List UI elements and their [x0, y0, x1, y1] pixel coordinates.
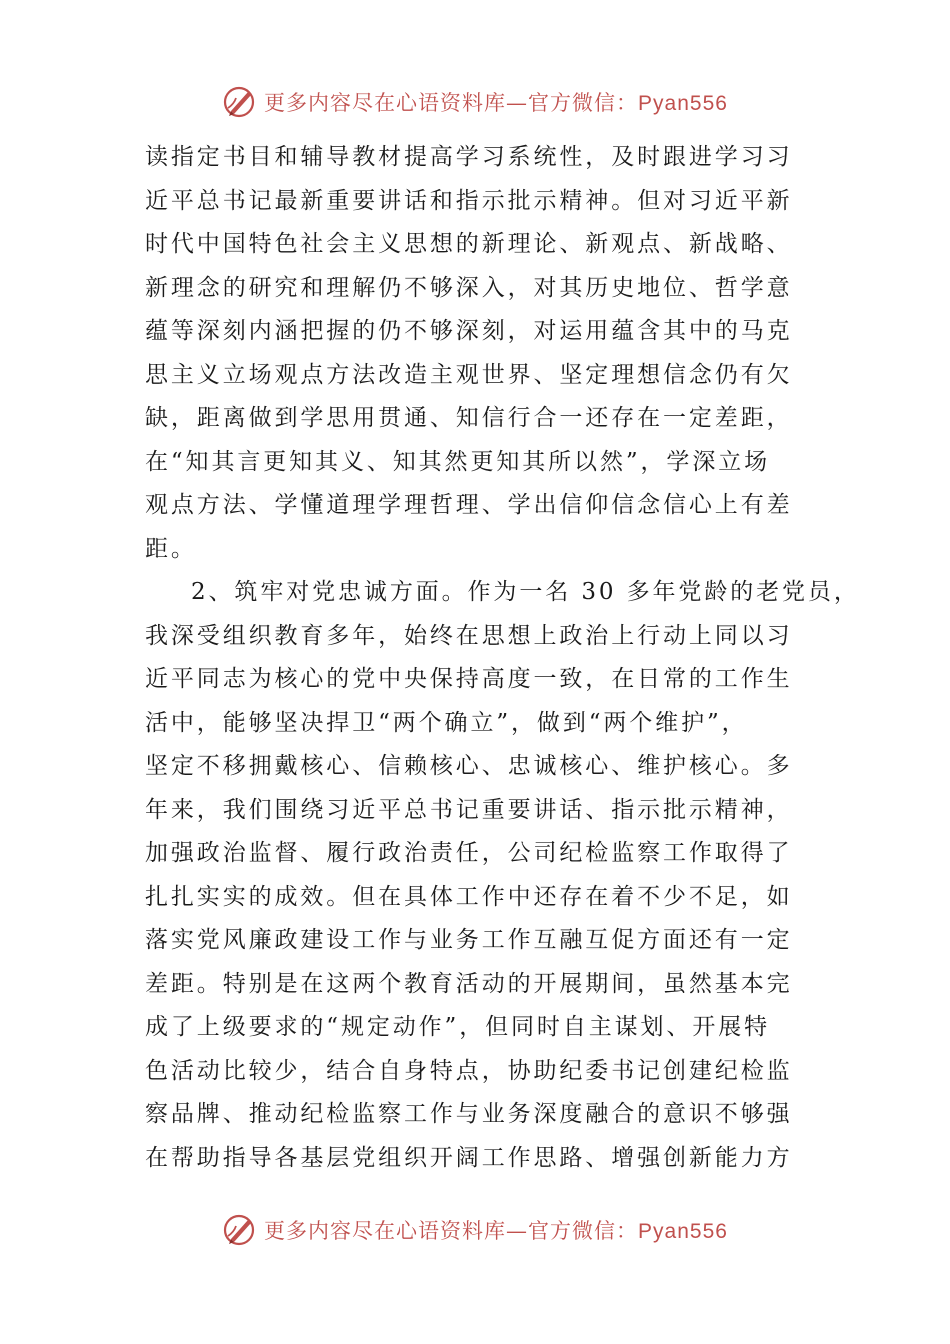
footer-banner	[0, 1210, 950, 1250]
text-line: 我深受组织教育多年，始终在思想上政治上行动上同以习	[145, 622, 793, 649]
text-line: 时代中国特色社会主义思想的新理论、新观点、新战略、	[145, 231, 793, 257]
text-line: 思主义立场观点方法改造主观世界、坚定理想信念仍有欠	[145, 361, 793, 388]
pen-logo-icon	[222, 84, 258, 120]
text-line: 色活动比较少，结合自身特点，协助纪委书记创建纪检监	[145, 1057, 793, 1084]
text-line: 蕴等深刻内涵把握的仍不够深刻，对运用蕴含其中的马克	[145, 318, 793, 344]
banner-text: 更多内容尽在心语资料库—官方微信：Pyan556	[264, 1219, 728, 1243]
text-line: 年来，我们围绕习近平总书记重要讲话、指示批示精神，	[145, 796, 793, 823]
wechat-id: Pyan556	[638, 1220, 728, 1243]
text-line: 距。	[145, 535, 197, 562]
text-line: 近平同志为核心的党中央保持高度一致，在日常的工作生	[145, 666, 793, 692]
text-line: 加强政治监督、履行政治责任，公司纪检监察工作取得了	[145, 840, 793, 866]
text-line: 落实党风廉政建设工作与业务工作互融互促方面还有一定	[145, 927, 793, 953]
text-line: 缺，距离做到学思用贯通、知信行合一还存在一定差距，	[145, 405, 793, 431]
pen-logo-icon	[222, 1212, 258, 1248]
text-line: 察品牌、推动纪检监察工作与业务深度融合的意识不够强	[145, 1101, 793, 1127]
text-line: 新理念的研究和理解仍不够深入，对其历史地位、哲学意	[145, 274, 793, 301]
document-body	[145, 136, 860, 1180]
text-line: 在帮助指导各基层党组织开阔工作思路、增强创新能力方	[145, 1144, 793, 1171]
text-line: 2、筑牢对党忠诚方面。作为一名 30 多年党龄的老党员，	[191, 579, 860, 605]
text-line: 近平总书记最新重要讲话和指示批示精神。但对习近平新	[145, 187, 793, 214]
text-line: 差距。特别是在这两个教育活动的开展期间，虽然基本完	[145, 970, 793, 997]
text-line: 读指定书目和辅导教材提高学习系统性，及时跟进学习习	[145, 144, 793, 170]
wechat-id: Pyan556	[638, 92, 728, 115]
text-line: 成了上级要求的“规定动作”，但同时自主谋划、开展特	[145, 1014, 771, 1040]
text-line: 坚定不移拥戴核心、信赖核心、忠诚核心、维护核心。多	[145, 753, 793, 779]
text-line: 在“知其言更知其义、知其然更知其所以然”，学深立场	[145, 448, 771, 475]
text-line: 观点方法、学懂道理学理哲理、学出信仰信念信心上有差	[145, 492, 793, 518]
text-line: 扎扎实实的成效。但在具体工作中还存在着不少不足，如	[145, 883, 793, 910]
banner-text: 更多内容尽在心语资料库—官方微信：Pyan556	[264, 91, 728, 115]
header-banner	[0, 82, 950, 122]
text-line: 活中，能够坚决捍卫“两个确立”，做到“两个维护”，	[145, 709, 748, 736]
